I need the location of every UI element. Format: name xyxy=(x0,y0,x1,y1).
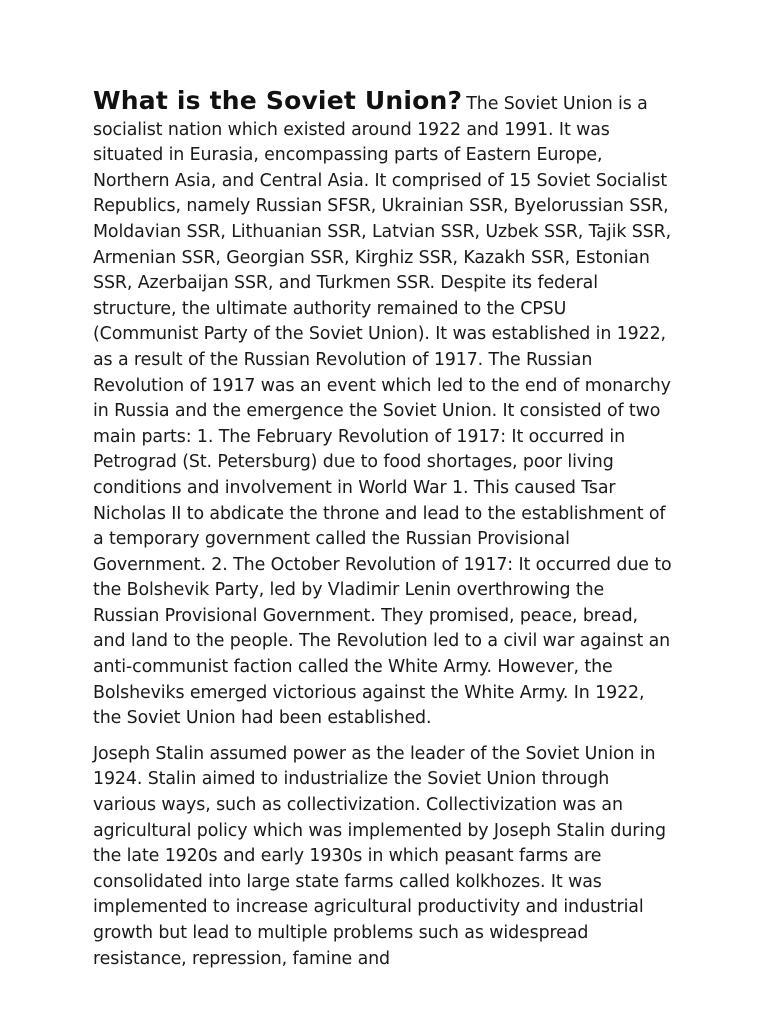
document-heading: What is the Soviet Union? xyxy=(93,86,463,115)
document-body xyxy=(93,88,675,972)
paragraph-stalin: Joseph Stalin assumed power as the leader of the Soviet Union in 1924. Stalin aimed to industrialize the Soviet Union through various ways, such as collectivization. Collectivization was an agricultural policy which was implemented by Joseph Stalin during the late 1920s and early 1930s in which peasant farms are consolidated into large state farms called kolkhozes. It was implemented to increase agricultural productivity and industrial growth but lead to multiple problems such as widespread resistance, repression, famine and xyxy=(93,743,666,969)
paragraph-intro xyxy=(93,88,675,732)
paragraph-intro-text: The Soviet Union is a socialist nation which existed around 1922 and 1991. It was situated in Eurasia, encompassing parts of Eastern Europe, Northern Asia, and Central Asia. It comprised of 15 Soviet Socialist Republics, namely Russian SFSR, Ukrainian SSR, Byelorussian SSR, Moldavian SSR, Lithuanian SSR, Latvian SSR, Uzbek SSR, Tajik SSR, Armenian SSR, Georgian SSR, Kirghiz SSR, Kazakh SSR, Estonian SSR, Azerbaijan SSR, and Turkmen SSR. Despite its federal structure, the ultimate authority remained to the CPSU (Communist Party of the Soviet Union). It was established in 1922, as a result of the Russian Revolution of 1917. The Russian Revolution of 1917 was an event which led to the end of monarchy in Russia and the emergence the Soviet Union. It consisted of two main parts: 1. The February Revolution of 1917: It occurred in Petrograd (St. Petersburg) due to food shortages, poor living conditions and involvement in World War 1. This caused Tsar Nicholas II to abdicate the throne and lead to the establishment of a temporary government called the Russian Provisional Government. 2. The October Revolution of 1917: It occurred due to the Bolshevik Party, led by Vladimir Lenin overthrowing the Russian Provisional Government. They promised, peace, bread, and land to the people. The Revolution led to a civil war against an anti-communist faction called the White Army. However, the Bolsheviks emerged victorious against the White Army. In 1922, the Soviet Union had been established. xyxy=(93,94,672,729)
